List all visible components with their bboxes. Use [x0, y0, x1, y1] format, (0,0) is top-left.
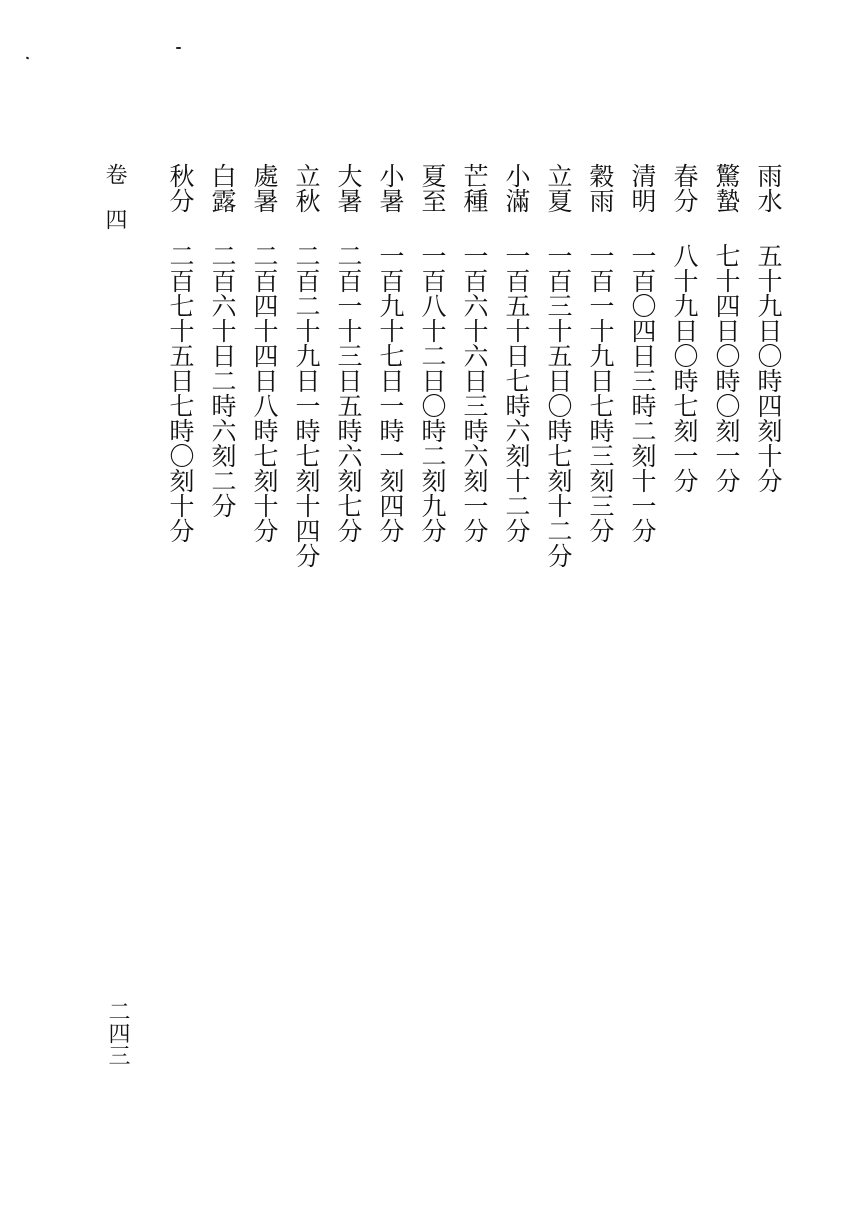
solar-term-entry-qingming: [622, 163, 662, 543]
solar-term-offset: 一百六十六日三時六刻一分: [460, 243, 489, 543]
solar-term-offset: 一百三十五日〇時七刻十二分: [544, 243, 573, 568]
solar-term-entry-liqiu: [286, 163, 326, 568]
solar-term-entry-xiaoman: [496, 163, 536, 543]
solar-term-name: 白露: [208, 163, 237, 213]
solar-term-offset: 二百一十三日五時六刻七分: [334, 243, 363, 543]
solar-term-name: 處暑: [250, 163, 279, 213]
solar-term-name: 雨水: [754, 163, 783, 213]
solar-term-offset: 五十九日〇時四刻十分: [754, 243, 783, 493]
solar-term-entry-mangzhong: [454, 163, 494, 543]
solar-term-entry-jingzhe: [706, 163, 746, 493]
solar-term-name: 夏至: [418, 163, 447, 213]
solar-term-offset: 二百七十五日七時〇刻十分: [166, 243, 195, 543]
solar-term-entry-chushu: [244, 163, 284, 543]
scan-speck: [26, 56, 30, 59]
solar-term-offset: 一百五十日七時六刻十二分: [502, 243, 531, 543]
solar-term-offset: 一百九十七日一時一刻四分: [376, 243, 405, 543]
solar-term-entry-xiazhi: [412, 163, 452, 543]
volume-label: 卷四: [102, 163, 127, 253]
solar-term-offset: 八十九日〇時七刻一分: [670, 243, 699, 493]
solar-term-entry-bailu: [202, 163, 242, 518]
solar-term-name: 秋分: [166, 163, 195, 213]
solar-term-offset: 一百一十九日七時三刻三分: [586, 243, 615, 543]
solar-term-offset: 二百四十四日八時七刻十分: [250, 243, 279, 543]
solar-term-name: 芒種: [460, 163, 489, 213]
solar-term-name: 驚蟄: [712, 163, 741, 213]
solar-term-entry-chunfen: [664, 163, 704, 493]
page-number: 二四三: [105, 1000, 130, 1066]
solar-term-name: 立秋: [292, 163, 321, 213]
solar-term-entry-guyu: [580, 163, 620, 543]
solar-term-name: 清明: [628, 163, 657, 213]
solar-term-entry-lixia: [538, 163, 578, 568]
solar-term-name: 大暑: [334, 163, 363, 213]
solar-term-name: 小暑: [376, 163, 405, 213]
solar-term-offset: 一百八十二日〇時二刻九分: [418, 243, 447, 543]
solar-term-entry-qiufen: [160, 163, 200, 543]
solar-term-name: 穀雨: [586, 163, 615, 213]
solar-term-offset: 一百〇四日三時二刻十一分: [628, 243, 657, 543]
solar-term-name: 春分: [670, 163, 699, 213]
solar-term-entry-yushui: [748, 163, 788, 493]
solar-term-offset: 二百六十日二時六刻二分: [208, 243, 237, 518]
solar-term-offset: 七十四日〇時〇刻一分: [712, 243, 741, 493]
scan-speck: [176, 47, 181, 49]
solar-term-entry-xiaoshu: [370, 163, 410, 543]
solar-term-entry-dashu: [328, 163, 368, 543]
solar-term-offset: 二百二十九日一時七刻十四分: [292, 243, 321, 568]
solar-term-name: 立夏: [544, 163, 573, 213]
solar-term-name: 小滿: [502, 163, 531, 213]
